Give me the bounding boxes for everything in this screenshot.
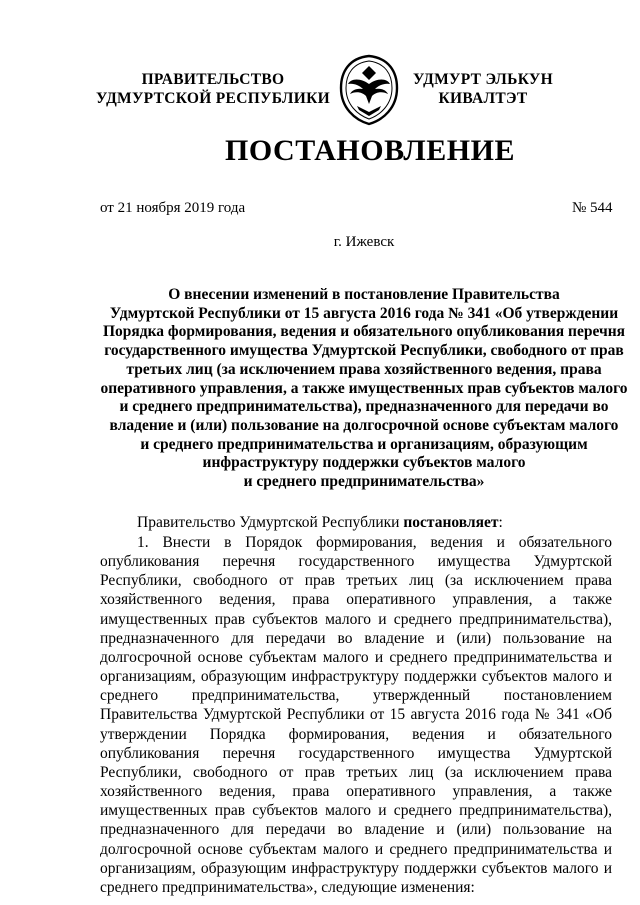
subject-line: государственного имущества Удмуртской Республики, свободного от прав bbox=[104, 342, 624, 360]
issuer-udmurt-line-2: КИВАЛТЭТ bbox=[438, 90, 528, 107]
document-number: № 544 bbox=[572, 200, 613, 216]
issuer-line-1: ПРАВИТЕЛЬСТВО bbox=[141, 71, 285, 88]
intro-colon: : bbox=[498, 514, 503, 531]
issuer-udmurt-line-1: УДМУРТ ЭЛЬКУН bbox=[413, 71, 553, 88]
subject-line: и среднего предпринимательства), предназначенного для передачи во bbox=[119, 398, 609, 416]
intro-text: Правительство Удмуртской Республики bbox=[137, 514, 404, 531]
issuer-line-2: УДМУРТСКОЙ РЕСПУБЛИКИ bbox=[95, 90, 330, 107]
subject-line: О внесении изменений в постановление Правительства bbox=[168, 286, 560, 303]
subject-line: оперативного управления, а также имущественных прав субъектов малого bbox=[100, 379, 628, 397]
paragraph-1: 1. Внести в Порядок формирования, ведения и обязательного опубликования перечня государственного имущества Удмуртской Республики, свободного от прав третьих лиц (за исключением права хозяйственного ведения, права оперативного управления, а также имущественных прав субъектов малого и среднего предпринимательства), предназначенного для передачи во владение и (или) пользование на долгосрочной основе субъектам малого и среднего предпринимательства и организациям, образующим инфраструктуру поддержки субъектов малого и среднего предпринимательства, утвержденный постановлением Правительства Удмуртской Республики от 15 августа 2016 года № 341 «Об утверждении Порядка формирования, ведения и обязательного опубликования перечня государственного имущества Удмуртской Республики, свободного от прав третьих лиц (за исключением права хозяйственного ведения, права оперативного управления, а также имущественных прав субъектов малого и среднего предпринимательства), предназначенного для передачи во владение и (или) пользование на долгосрочной основе субъектам малого и среднего предпринимательства и организациям, образующим инфраструктуру поддержки субъектов малого и среднего предпринимательства», следующие изменения: bbox=[100, 534, 612, 896]
intro-keyword: постановляет bbox=[403, 514, 499, 531]
document-city: г. Ижевск bbox=[333, 234, 395, 250]
issuer-name-russian bbox=[88, 70, 338, 108]
subject-line: Порядка формирования, ведения и обязательного опубликования перечня bbox=[102, 323, 626, 341]
subject-line: инфраструктуру поддержки субъектов малого bbox=[202, 454, 526, 472]
document-subject bbox=[100, 286, 628, 492]
document-date: от 21 ноября 2019 года bbox=[100, 200, 246, 216]
resolution-intro bbox=[137, 514, 503, 532]
subject-line: Удмуртской Республики от 15 августа 2016 года № 341 «Об утверждении bbox=[109, 304, 619, 322]
subject-line: владение и (или) пользование на долгосрочной основе субъектам малого bbox=[109, 416, 619, 434]
subject-line: и среднего предпринимательства и организациям, образующим bbox=[140, 435, 588, 453]
document-title: ПОСТАНОВЛЕНИЕ bbox=[225, 134, 515, 167]
subject-line: третьих лиц (за исключением права хозяйственного ведения, права bbox=[126, 360, 602, 378]
coat-of-arms-icon bbox=[337, 54, 401, 126]
issuer-name-udmurt bbox=[408, 70, 558, 108]
subject-line: и среднего предпринимательства» bbox=[243, 473, 485, 491]
